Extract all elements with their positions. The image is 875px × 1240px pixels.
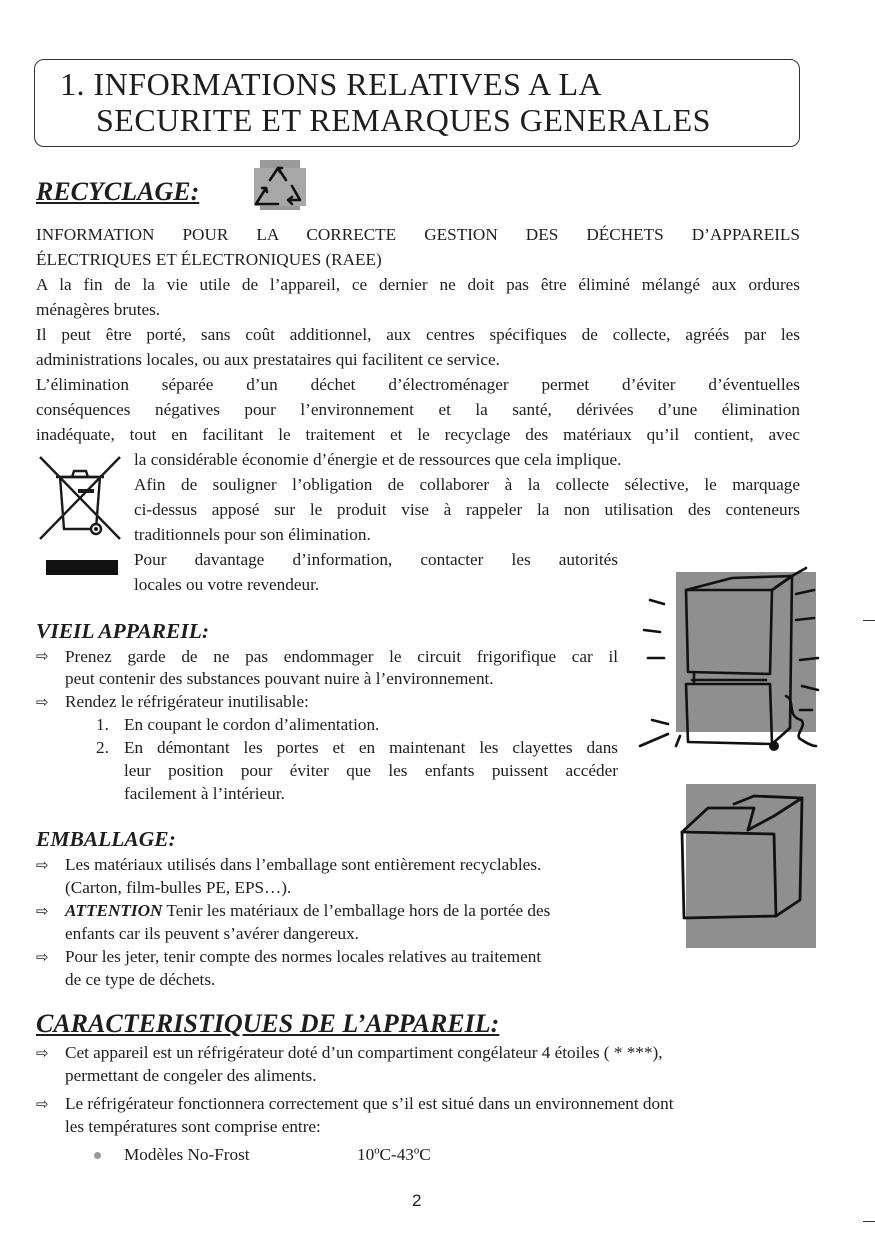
crossed-bin-icon	[38, 455, 122, 541]
recyclage-text-2b: administrations locales, ou aux prestataires qui facilitent ce service.	[36, 350, 500, 369]
weee-underline-bar	[46, 560, 118, 575]
recyclage-heading: RECYCLAGE:	[36, 177, 200, 206]
caracteristiques-heading: CARACTERISTIQUES DE L’APPAREIL:	[36, 1009, 500, 1038]
packaging-box-illustration	[674, 782, 820, 952]
vieil-bullet-2: Rendez le réfrigérateur inutilisable:	[65, 692, 309, 711]
crop-mark	[863, 620, 875, 621]
caracteristiques-bullet-2b: les températures sont comprise entre:	[65, 1117, 321, 1136]
vieil-step-2b: leur position pour éviter que les enfants puissent accéder	[124, 761, 618, 780]
caracteristiques-bullet-1b: permettant de congeler des aliments.	[65, 1066, 317, 1085]
recyclage-text-5a: Pour davantage d’information, contacter les autorités	[134, 550, 618, 569]
attention-label: ATTENTION	[65, 901, 163, 920]
page-title-line-1: 1. INFORMATIONS RELATIVES A LA	[60, 66, 603, 102]
emballage-bullet-3a: Pour les jeter, tenir compte des normes locales relatives au traitement	[65, 947, 542, 966]
emballage-bullet-3b: de ce type de déchets.	[65, 970, 216, 989]
recycle-icon	[248, 160, 308, 214]
weee-info-line-2: ÉLECTRIQUES ET ÉLECTRONIQUES (RAEE)	[36, 250, 382, 269]
vieil-appareil-heading: VIEIL APPAREIL:	[36, 619, 210, 643]
recyclage-text-3a: L’élimination séparée d’un déchet d’électroménager permet d’éviter d’éventuelles	[36, 375, 800, 394]
emballage-bullet-2a	[65, 899, 550, 922]
emballage-heading: EMBALLAGE:	[36, 827, 176, 851]
hollow-arrow-icon: ⇨	[36, 1044, 49, 1062]
vieil-step-1: En coupant le cordon d’alimentation.	[124, 715, 380, 734]
recyclage-text-3b: conséquences négatives pour l’environnement et la santé, dérivées d’une élimination	[36, 400, 800, 419]
hollow-arrow-icon: ⇨	[36, 693, 49, 711]
vieil-step-2-number: 2.	[96, 738, 109, 757]
vieil-step-2c: facilement à l’intérieur.	[124, 784, 285, 803]
hollow-arrow-icon: ⇨	[36, 1095, 49, 1113]
hollow-arrow-icon: ⇨	[36, 948, 49, 966]
caracteristiques-bullet-1a: Cet appareil est un réfrigérateur doté d’un compartiment congélateur 4 étoiles ( * ***),	[65, 1043, 663, 1062]
emballage-bullet-1a: Les matériaux utilisés dans l’emballage sont entièrement recyclables.	[65, 855, 542, 874]
crop-mark	[863, 1221, 875, 1222]
page-title-line-2: SECURITE ET REMARQUES GENERALES	[96, 102, 711, 138]
weee-info-line-1: INFORMATION POUR LA CORRECTE GESTION DES DÉCHETS D’APPAREILS	[36, 225, 800, 244]
page-number: 2	[412, 1191, 422, 1210]
recyclage-text-1b: ménagères brutes.	[36, 300, 161, 319]
old-fridge-illustration	[636, 560, 826, 760]
model-temperature-range: 10ºC-43ºC	[357, 1145, 431, 1164]
recyclage-text-5b: locales ou votre revendeur.	[134, 575, 320, 594]
recyclage-text-2a: Il peut être porté, sans coût additionnel, aux centres spécifiques de collecte, agréés par les	[36, 325, 800, 344]
vieil-step-2a: En démontant les portes et en maintenant les clayettes dans	[124, 738, 618, 757]
vieil-bullet-1a: Prenez garde de ne pas endommager le circuit frigorifique car il	[65, 647, 618, 666]
recyclage-text-3c: inadéquate, tout en facilitant le traitement et le recyclage des matériaux qu’il contient, avec	[36, 425, 800, 444]
vieil-step-1-number: 1.	[96, 715, 109, 734]
recyclage-text-4b: ci-dessus apposé sur le produit vise à rappeler la non utilisation des conteneurs	[134, 500, 800, 519]
emballage-bullet-1b: (Carton, film-bulles PE, EPS…).	[65, 878, 292, 897]
hollow-arrow-icon: ⇨	[36, 902, 49, 920]
model-label: Modèles No-Frost	[124, 1145, 250, 1164]
caracteristiques-bullet-2a: Le réfrigérateur fonctionnera correctement que s’il est situé dans un environnement dont	[65, 1094, 674, 1113]
emballage-bullet-2a-text: Tenir les matériaux de l’emballage hors de la portée des	[162, 901, 551, 920]
hollow-arrow-icon: ⇨	[36, 856, 49, 874]
round-bullet-icon	[94, 1152, 101, 1159]
recyclage-text-4a: Afin de souligner l’obligation de collaborer à la collecte sélective, le marquage	[134, 475, 800, 494]
recyclage-text-4c: traditionnels pour son élimination.	[134, 525, 371, 544]
hollow-arrow-icon: ⇨	[36, 647, 49, 665]
recyclage-text-1a: A la fin de la vie utile de l’appareil, ce dernier ne doit pas être éliminé mélangé aux ordures	[36, 275, 800, 294]
emballage-bullet-2b: enfants car ils peuvent s’avérer dangereux.	[65, 924, 359, 943]
recyclage-text-3d: la considérable économie d’énergie et de ressources que cela implique.	[134, 450, 622, 469]
vieil-bullet-1b: peut contenir des substances pouvant nuire à l’environnement.	[65, 669, 494, 688]
